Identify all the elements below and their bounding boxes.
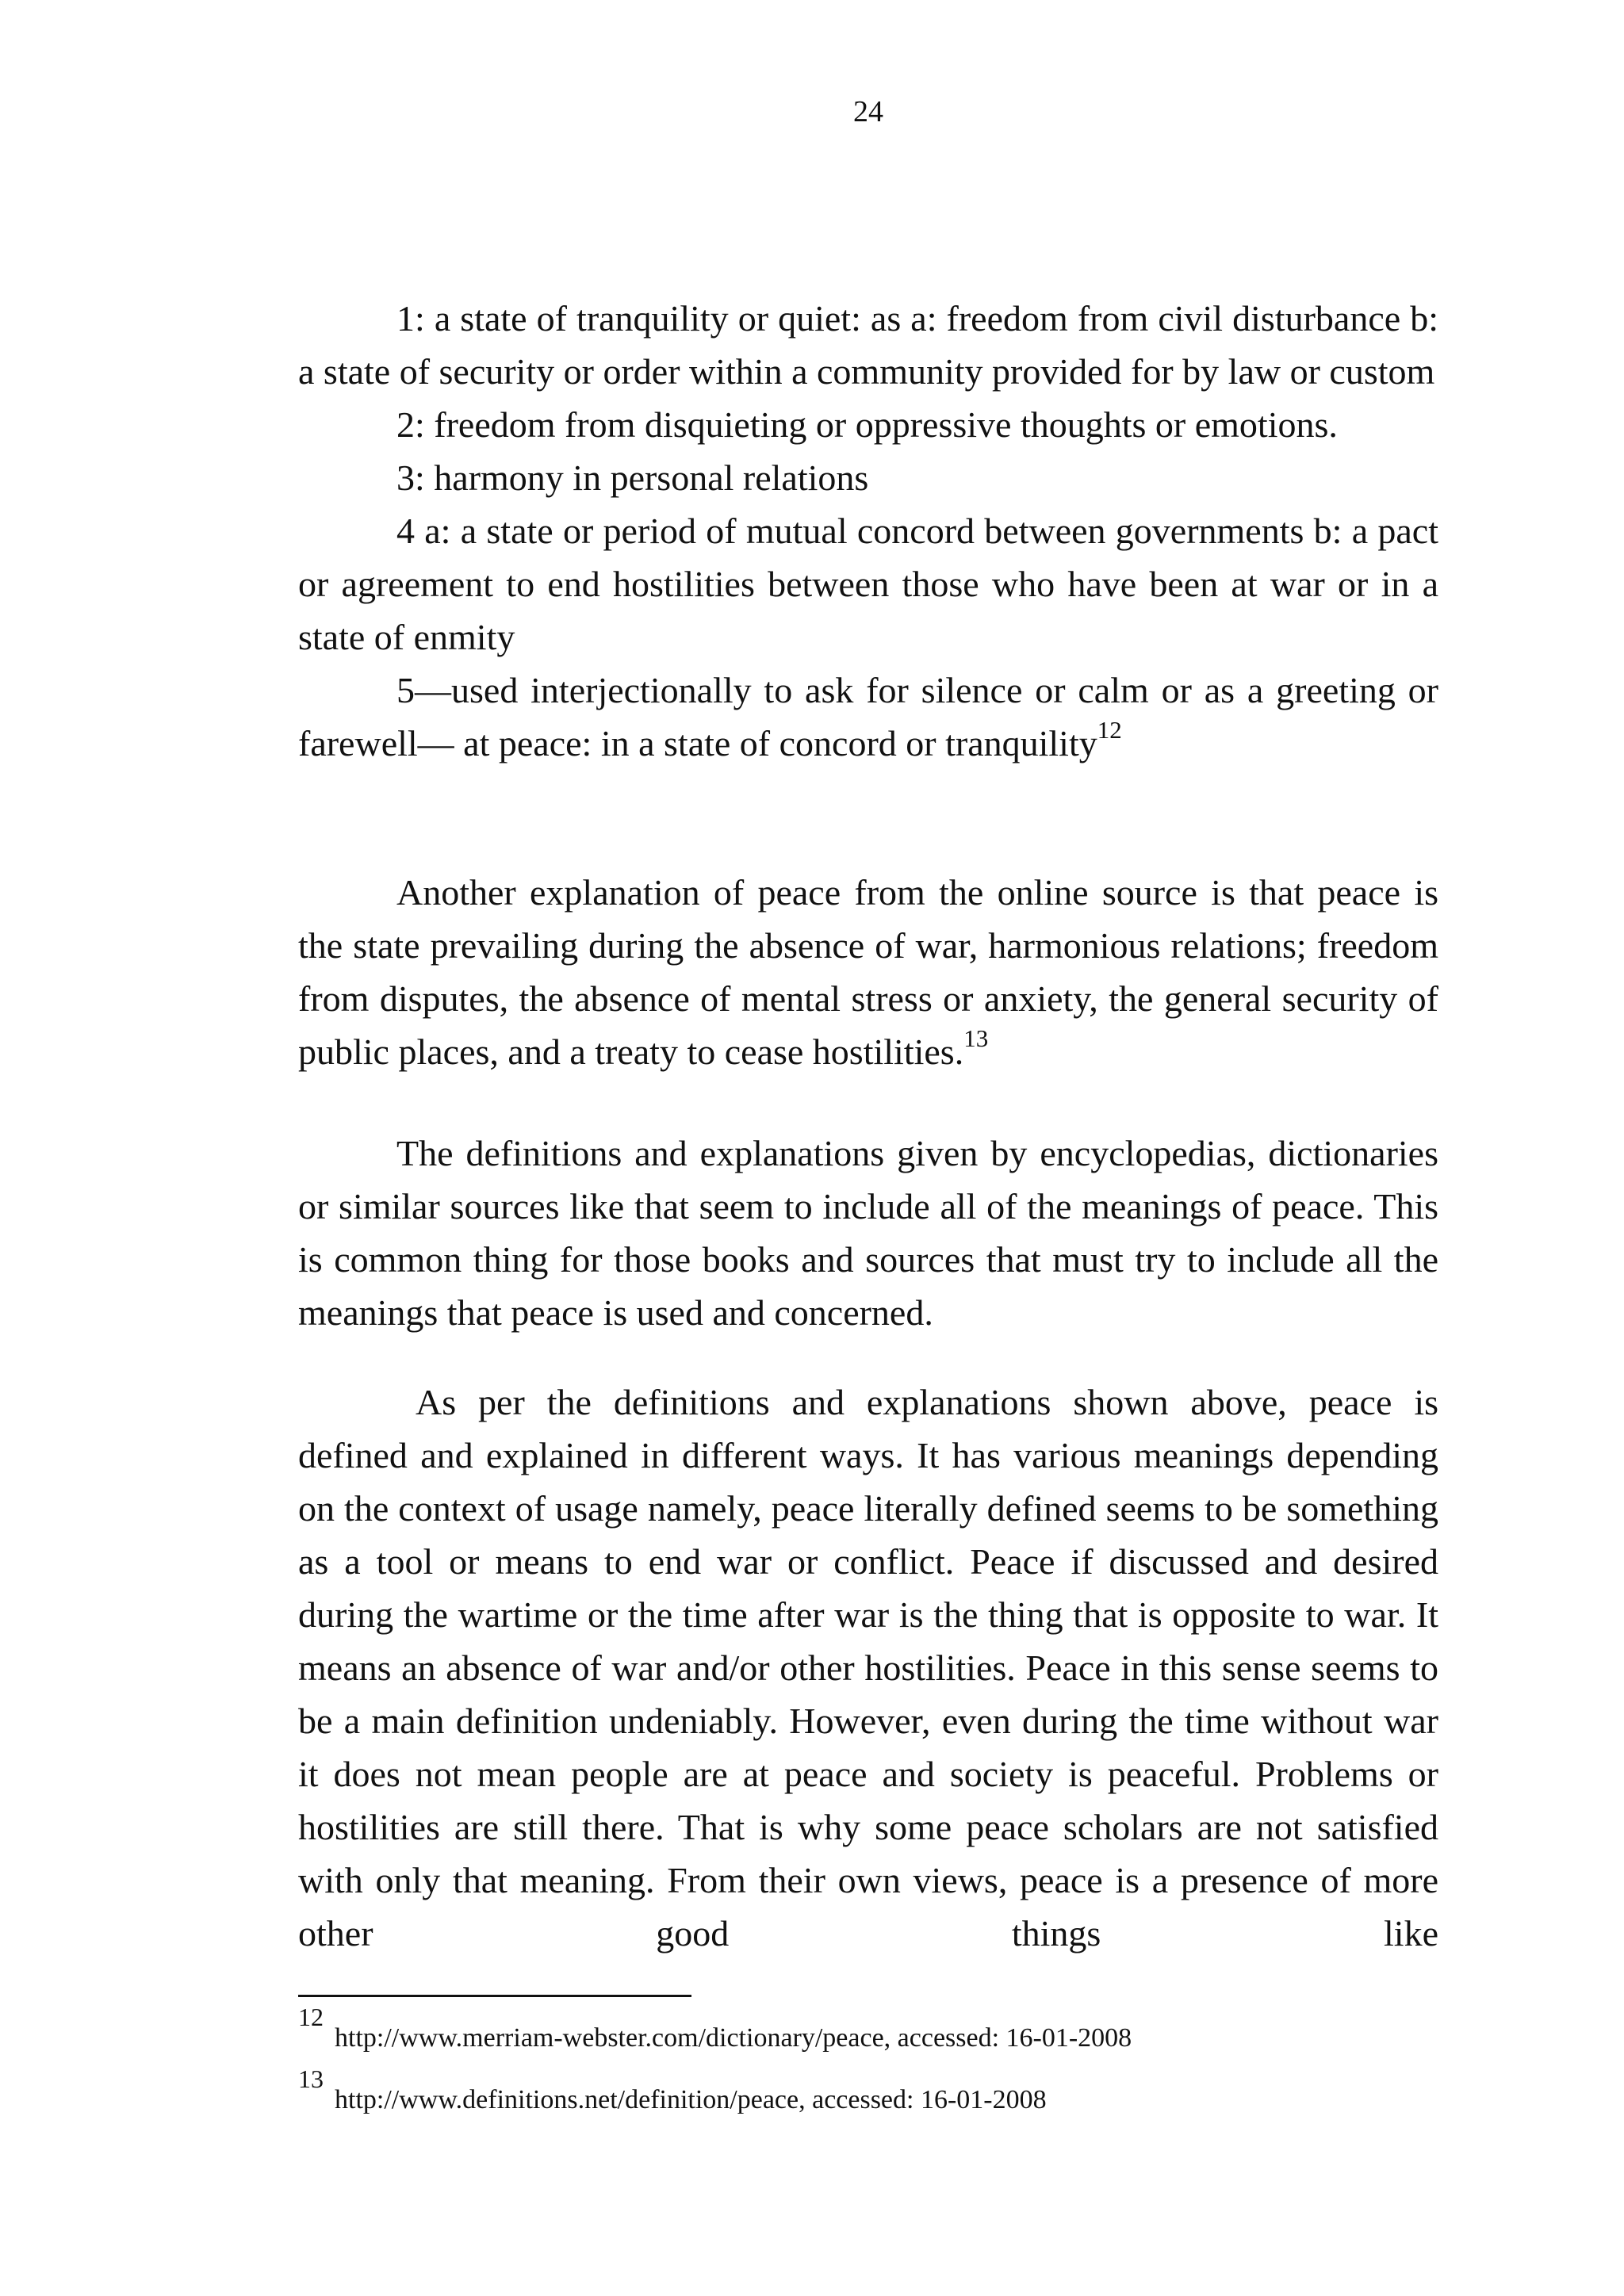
definition-3: 3: harmony in personal relations [396,457,869,498]
paragraph-as-per-text: As per the definitions and explanations shown above, peace is defined and explained in different ways. It has various meanings depending on the context of usage namely, peace literally defined seems to be something as a tool or means to end war or conflict. Peace if discussed and desired during the wartime or the time after war is the thing that is opposite to war. It means an absence of war and/or other hostilities. Peace in this sense seems to be a main definition undeniably. However, even during the time without war it does not mean people are at peace and society is peaceful. Problems or hostilities are still there. That is why some peace scholars are not satisfied with only that meaning. From their own views, peace is a presence of more other good things like [298,1382,1438,1954]
definition-list [298,292,1438,770]
paragraph-encyclopedias [298,1127,1438,1339]
definition-2: 2: freedom from disquieting or oppressive thoughts or emotions. [396,404,1338,445]
footnote-number: 12 [298,2003,324,2031]
footnote-ref-13[interactable]: 13 [963,1024,989,1052]
footnote-number: 13 [298,2064,324,2093]
footnote-ref-12[interactable]: 12 [1097,716,1122,744]
definition-5 [298,664,1438,770]
definition-4: 4 a: a state or period of mutual concord between governments b: a pact or agreement to end hostilities between those who have been at war or in a state of enmity [298,511,1438,657]
paragraph-online-text: Another explanation of peace from the online source is that peace is the state prevailing during the absence of war, harmonious relations; freedom from disputes, the absence of mental stress or anxiety, the general security of public places, and a treaty to cease hostilities. [298,872,1438,1072]
footnote-link[interactable]: http://www.merriam-webster.com/dictionary/peace, accessed: 16-01-2008 [335,2023,1132,2053]
footnote-link[interactable]: http://www.definitions.net/definition/peace, accessed: 16-01-2008 [335,2085,1047,2114]
paragraph-as-per [298,1376,1438,1960]
paragraph-online-source [298,866,1438,1078]
page-number: 24 [853,95,883,128]
definition-5-text: 5—used interjectionally to ask for silence or calm or as a greeting or farewell— at peace: in a state of concord or tranquility [298,670,1438,763]
footnote-divider [298,1995,691,1997]
definition-1: 1: a state of tranquility or quiet: as a: freedom from civil disturbance b: a state of security or order within a community provided for by law or custom [298,298,1438,392]
paragraph-encyclopedias-text: The definitions and explanations given by encyclopedias, dictionaries or similar sources like that seem to include all of the meanings of peace. This is common thing for those books and sources that must try to include all the meanings that peace is used and concerned. [298,1133,1438,1333]
